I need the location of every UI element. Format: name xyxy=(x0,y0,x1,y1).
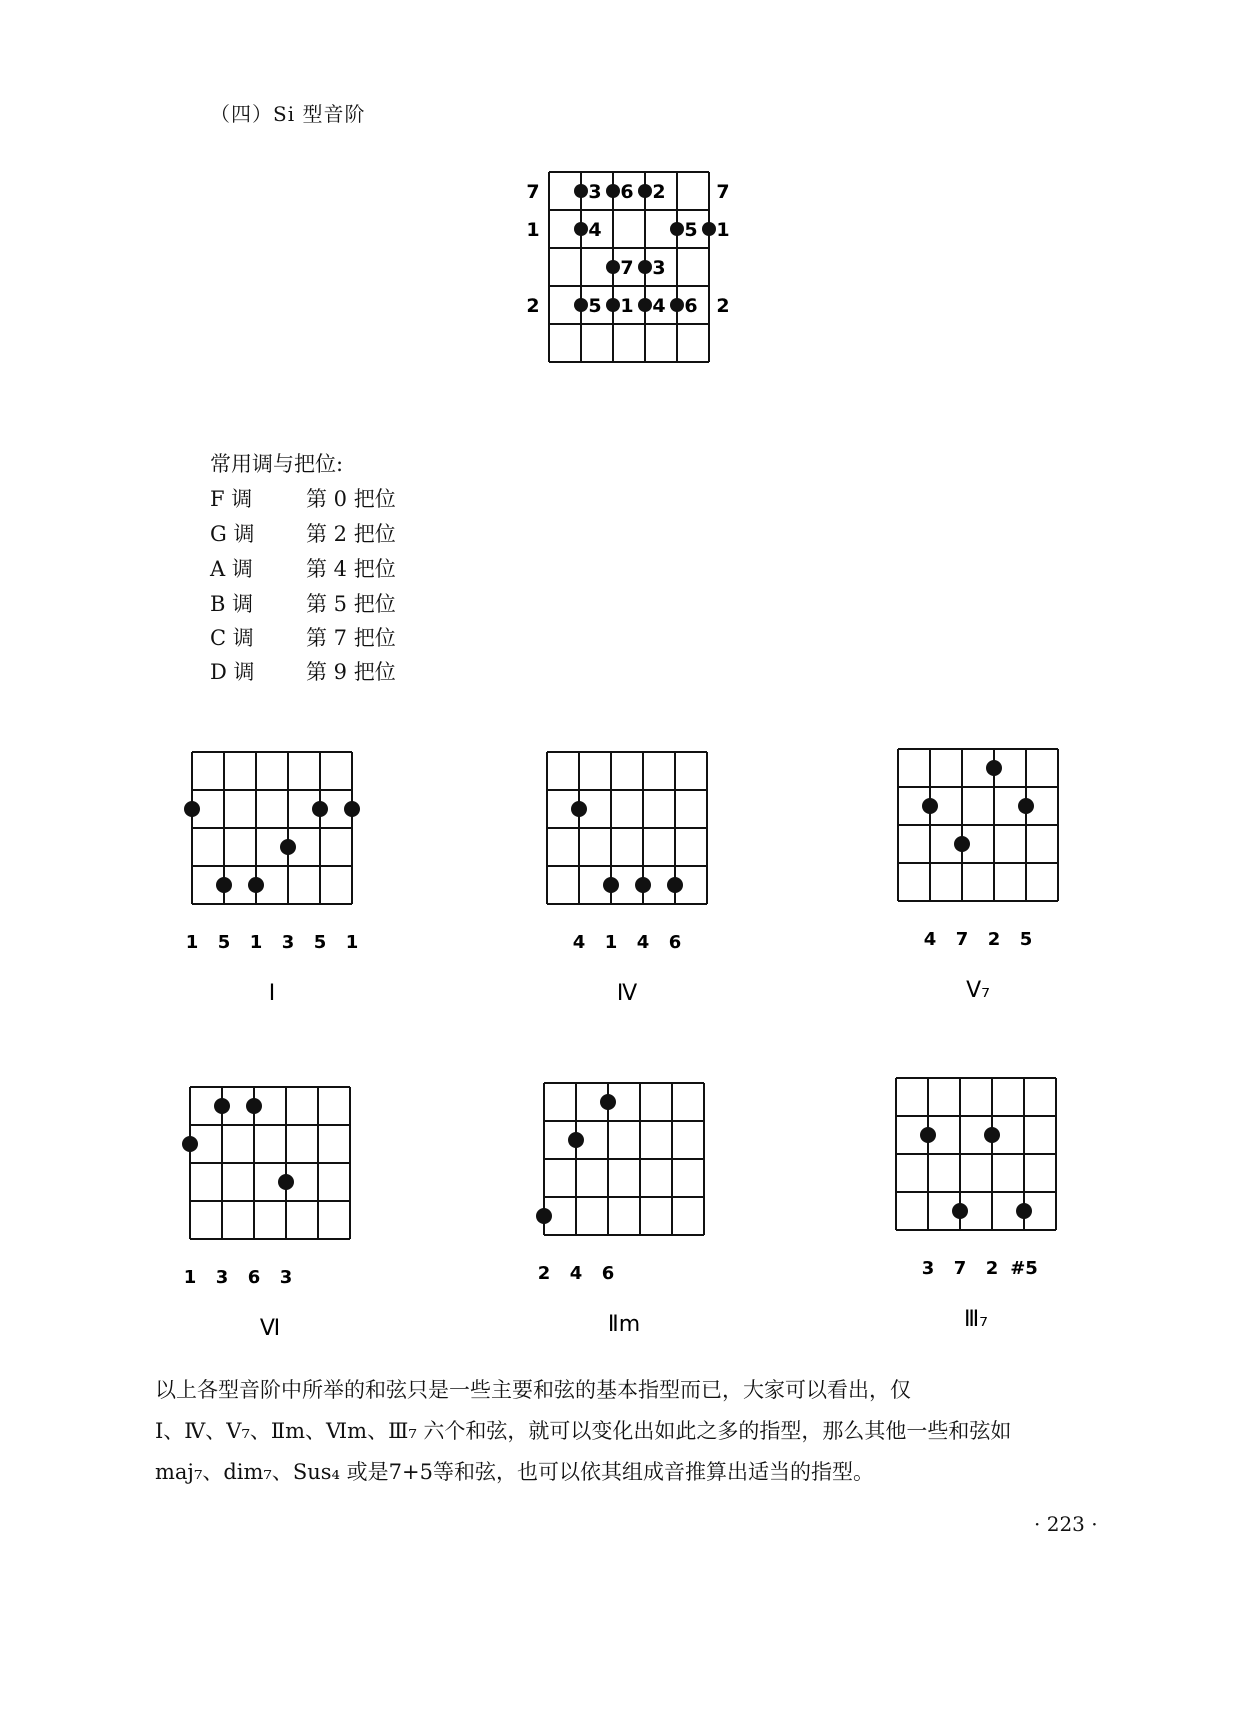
scale-diagram xyxy=(520,160,750,375)
chord-note-number: 3 xyxy=(281,932,295,953)
chord-diagram-2m xyxy=(522,1071,732,1331)
chord-note-number: 1 xyxy=(183,1267,197,1288)
note-dot xyxy=(670,298,684,312)
key-name: B 调 xyxy=(210,592,254,616)
chord-name: I xyxy=(268,981,276,1000)
note-dot xyxy=(574,184,588,198)
note-dot xyxy=(638,298,652,312)
chord-name: Ⅵ xyxy=(259,1316,281,1335)
finger-dot xyxy=(954,836,970,852)
chord-note-number: 4 xyxy=(636,932,650,953)
finger-dot xyxy=(603,877,619,893)
scale-label: 7 xyxy=(526,181,540,203)
chord-diagram-5-7 xyxy=(876,737,1086,997)
chord-note-number: 3 xyxy=(279,1267,293,1288)
finger-dot xyxy=(248,877,264,893)
finger-dot xyxy=(952,1203,968,1219)
chord-note-number: 3 xyxy=(215,1267,229,1288)
note-label: 1 xyxy=(620,295,634,317)
key-name: A 调 xyxy=(210,557,253,581)
finger-dot xyxy=(1018,798,1034,814)
chord-note-number: 2 xyxy=(985,1258,999,1279)
chord-diagram-6 xyxy=(168,1075,378,1335)
note-label: 4 xyxy=(588,219,602,241)
note-label: 2 xyxy=(652,181,666,203)
chord-note-number: 5 xyxy=(313,932,327,953)
key-position: 第 4 把位 xyxy=(306,557,396,581)
chord-name: Ⅱm xyxy=(607,1312,641,1331)
finger-dot xyxy=(344,801,360,817)
finger-dot xyxy=(184,801,200,817)
key-name: G 调 xyxy=(210,522,255,546)
finger-dot xyxy=(635,877,651,893)
finger-dot xyxy=(984,1127,1000,1143)
key-position: 第 2 把位 xyxy=(306,522,396,546)
note-label: 7 xyxy=(620,257,634,279)
chord-note-number: 4 xyxy=(923,929,937,950)
note-label: 6 xyxy=(684,295,698,317)
note-dot xyxy=(702,222,716,236)
note-label: 1 xyxy=(716,219,730,241)
chord-note-number: 5 xyxy=(1019,929,1033,950)
chord-note-number: 7 xyxy=(955,929,969,950)
summary-paragraph xyxy=(155,1370,1115,1493)
chord-note-number: 3 xyxy=(921,1258,935,1279)
chord-note-number: 5 xyxy=(217,932,231,953)
chord-note-number: 2 xyxy=(537,1263,551,1284)
chord-note-number: 6 xyxy=(601,1263,615,1284)
page-number: · 223 · xyxy=(1034,1512,1098,1536)
key-row xyxy=(210,656,396,686)
finger-dot xyxy=(182,1136,198,1152)
scale-label: 2 xyxy=(716,295,730,317)
scale-label: 2 xyxy=(526,295,540,317)
note-dot xyxy=(574,222,588,236)
finger-dot xyxy=(312,801,328,817)
paragraph-line: Ⅰ、Ⅳ、V₇、Ⅱm、Ⅵm、Ⅲ₇ 六个和弦，就可以变化出如此之多的指型，那么其他一些和弦如 xyxy=(155,1419,1012,1443)
note-dot xyxy=(606,260,620,274)
paragraph-line: 以上各型音阶中所举的和弦只是一些主要和弦的基本指型而已，大家可以看出，仅 xyxy=(155,1378,911,1402)
chord-note-number: 1 xyxy=(604,932,618,953)
finger-dot xyxy=(600,1094,616,1110)
chord-diagram-4 xyxy=(525,740,735,1000)
note-label: 3 xyxy=(652,257,666,279)
finger-dot xyxy=(278,1174,294,1190)
finger-dot xyxy=(667,877,683,893)
note-dot xyxy=(606,184,620,198)
note-dot xyxy=(574,298,588,312)
key-name: D 调 xyxy=(210,660,255,684)
chord-note-number: 1 xyxy=(185,932,199,953)
chord-note-number: 1 xyxy=(345,932,359,953)
chord-diagram-1 xyxy=(170,740,380,1000)
finger-dot xyxy=(216,877,232,893)
note-label: 6 xyxy=(620,181,634,203)
note-dot xyxy=(670,222,684,236)
finger-dot xyxy=(214,1098,230,1114)
chord-note-number: 4 xyxy=(572,932,586,953)
chord-note-number: 1 xyxy=(249,932,263,953)
chord-name: Ⅳ xyxy=(616,981,638,1000)
key-position: 第 9 把位 xyxy=(306,660,396,684)
note-label: 5 xyxy=(588,295,602,317)
chord-note-number: 6 xyxy=(247,1267,261,1288)
finger-dot xyxy=(568,1132,584,1148)
chord-name: V₇ xyxy=(966,978,990,997)
key-position: 第 5 把位 xyxy=(306,592,396,616)
note-dot xyxy=(606,298,620,312)
chord-note-number: 4 xyxy=(569,1263,583,1284)
key-position: 第 0 把位 xyxy=(306,487,396,511)
key-name: F 调 xyxy=(210,487,253,511)
note-label: 3 xyxy=(588,181,602,203)
paragraph-line: maj₇、dim₇、Sus₄ 或是7+5等和弦，也可以依其组成音推算出适当的指型。 xyxy=(155,1460,874,1484)
chord-note-number: 6 xyxy=(668,932,682,953)
finger-dot xyxy=(536,1208,552,1224)
key-row xyxy=(210,622,396,652)
note-label: 4 xyxy=(652,295,666,317)
finger-dot xyxy=(1016,1203,1032,1219)
finger-dot xyxy=(246,1098,262,1114)
note-dot xyxy=(638,260,652,274)
scale-label: 1 xyxy=(526,219,540,241)
key-row xyxy=(210,588,396,618)
chord-note-number: 7 xyxy=(953,1258,967,1279)
chord-diagram-3-7 xyxy=(874,1066,1084,1326)
note-label: 5 xyxy=(684,219,698,241)
finger-dot xyxy=(920,1127,936,1143)
finger-dot xyxy=(571,801,587,817)
note-dot xyxy=(638,184,652,198)
key-row xyxy=(210,518,396,548)
chord-name: Ⅲ₇ xyxy=(964,1307,988,1326)
key-row xyxy=(210,553,396,583)
finger-dot xyxy=(986,760,1002,776)
scale-label: 7 xyxy=(716,181,730,203)
keys-title: 常用调与把位: xyxy=(210,452,344,476)
section-heading: （四）Si 型音阶 xyxy=(210,102,366,126)
key-row xyxy=(210,483,396,513)
finger-dot xyxy=(280,839,296,855)
chord-note-number: #5 xyxy=(1010,1258,1038,1279)
chord-note-number: 2 xyxy=(987,929,1001,950)
finger-dot xyxy=(922,798,938,814)
key-name: C 调 xyxy=(210,626,254,650)
key-position: 第 7 把位 xyxy=(306,626,396,650)
